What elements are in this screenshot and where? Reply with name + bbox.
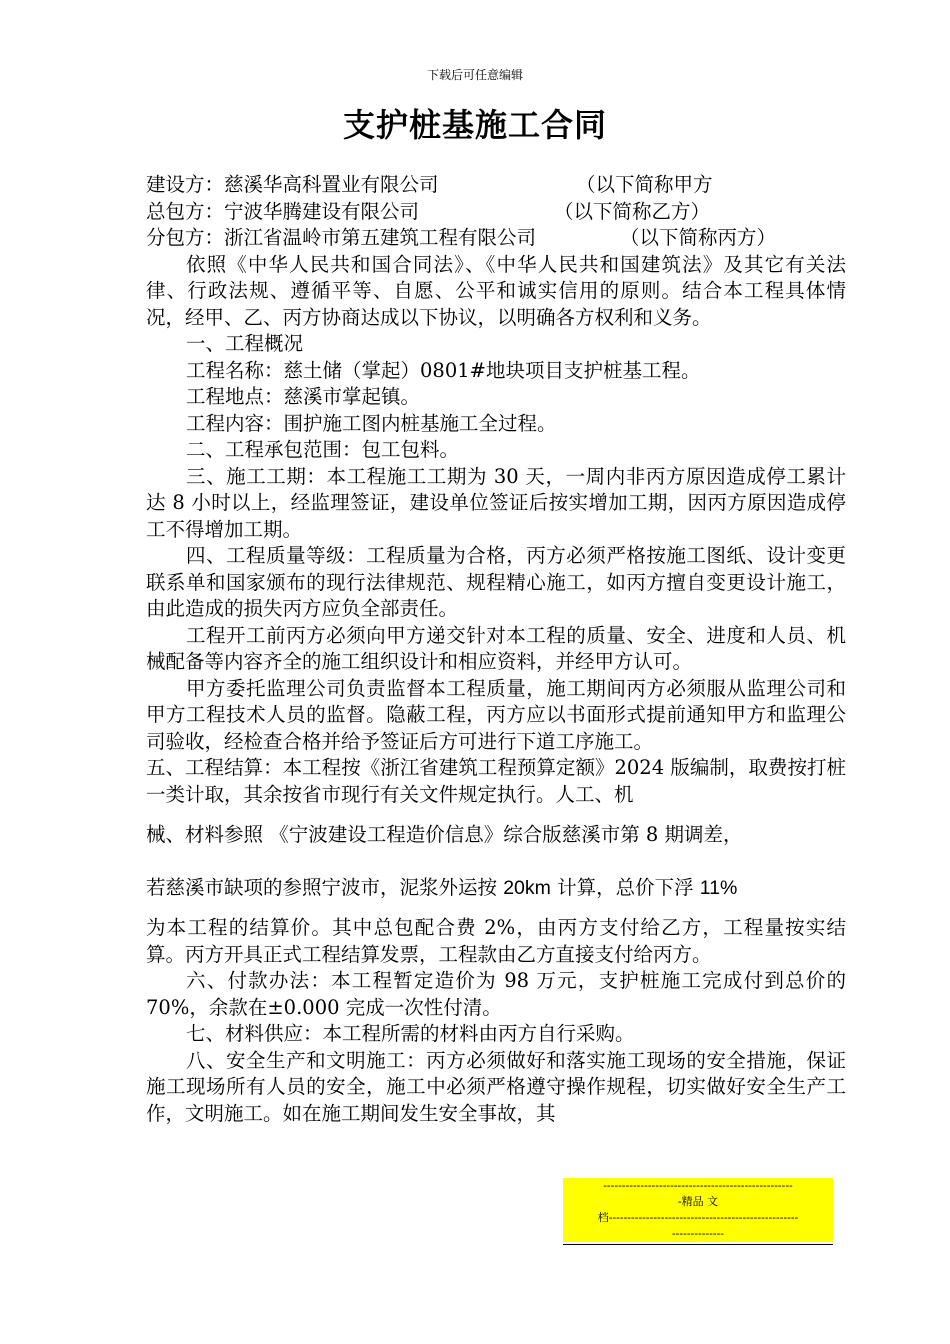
footer-rule xyxy=(563,1244,833,1245)
paragraph-organization-design: 工程开工前丙方必须向甲方递交针对本工程的质量、安全、进度和人员、机械配备等内容齐全的施工组织设计和相应资料，并经甲方认可。 xyxy=(146,623,846,673)
project-location: 工程地点：慈溪市掌起镇。 xyxy=(186,385,421,408)
paragraph-preamble: 依照《中华人民共和国合同法》、《中华人民共和国建筑法》及其它有关法律、行政法规、遵循平等、自愿、公平和诚实信用的原则。结合本工程具体情况，经甲、乙、丙方协商达成以下协议，以明确各方权利和义务。 xyxy=(146,252,846,329)
project-name: 工程名称：慈土储（掌起）0801#地块项目支护桩基工程。 xyxy=(186,358,701,382)
header-note: 下载后可任意编辑 xyxy=(426,68,523,82)
party-label: 分包方： xyxy=(146,226,225,249)
footer-line: -------------- xyxy=(671,1227,725,1240)
section-quality: 四、工程质量等级：工程质量为合格，丙方必须严格按施工图纸、设计变更联系单和国家颁布的现行法律规范、规程精心施工，如丙方擅自变更设计施工，由此造成的损失丙方应负全部责任。 xyxy=(146,544,846,620)
footer-watermark xyxy=(563,1178,833,1242)
section-payment: 六、付款办法：本工程暂定造价为 98 万元，支护桩施工完成付到总价的 70%，余款在±0.000 完成一次性付清。 xyxy=(146,969,846,1019)
party-client xyxy=(146,172,846,199)
section-heading-overview: 一、工程概况 xyxy=(186,332,304,355)
paragraph-settlement-transport: 若慈溪市缺项的参照宁波市，泥浆外运按 20km 计算，总价下浮 11% xyxy=(146,875,738,899)
footer-line: -精品 文 xyxy=(677,1195,719,1208)
party-alias: （以下简称乙方） xyxy=(554,199,711,223)
paragraph-settlement-cont: 械、材料参照 《宁波建设工程造价信息》综合版慈溪市第 8 期调差， xyxy=(146,823,743,846)
paragraph-supervision: 甲方委托监理公司负责监督本工程质量，施工期间丙方必须服从监理公司和甲方工程技术人员的监督。隐蔽工程，丙方应以书面形式提前通知甲方和监理公司验收，经检查合格并给予签证后方可进行下道工序施工。 xyxy=(146,676,846,753)
party-alias: （以下简称丙方） xyxy=(620,226,777,249)
footer-line: --------------------------------------------------- xyxy=(603,1179,793,1192)
section-safety: 八、安全生产和文明施工：丙方必须做好和落实施工现场的安全措施，保证施工现场所有人员的安全，施工中必须严格遵守操作规程，切实做好安全生产工作，文明施工。如在施工期间发生安全事故，其 xyxy=(146,1048,846,1125)
party-name: 慈溪华高科置业有限公司 xyxy=(224,173,439,196)
section-duration: 三、施工工期：本工程施工工期为 30 天，一周内非丙方原因造成停工累计达 8 小时以上，经监理签证，建设单位签证后按实增加工期，因丙方原因造成停工不得增加工期。 xyxy=(146,464,846,541)
party-general-contractor xyxy=(146,199,846,226)
party-alias: （以下简称甲方 xyxy=(576,173,713,196)
section-materials: 七、材料供应：本工程所需的材料由丙方自行采购。 xyxy=(186,1022,635,1045)
party-name: 浙江省温岭市第五建筑工程有限公司 xyxy=(224,226,537,249)
project-content: 工程内容：围护施工图内桩基施工全过程。 xyxy=(186,411,557,435)
party-label: 总包方： xyxy=(146,199,225,223)
contract-body xyxy=(146,172,846,1127)
section-settlement: 五、工程结算：本工程按《浙江省建筑工程预算定额》2024 版编制，取费按打桩一类计取，其余按省市现行有关文件规定执行。人工、机 xyxy=(146,756,846,806)
section-scope: 二、工程承包范围：包工包料。 xyxy=(186,438,460,461)
party-subcontractor xyxy=(146,225,846,252)
footer-line: 档--------------------------------------------------- xyxy=(597,1211,799,1224)
party-label: 建设方： xyxy=(146,173,225,196)
document-title: 支护桩基施工合同 xyxy=(342,106,607,144)
party-name: 宁波华腾建设有限公司 xyxy=(224,199,420,223)
paragraph-settlement-price: 为本工程的结算价。其中总包配合费 2%，由丙方支付给乙方，工程量按实结算。丙方开具正式工程结算发票，工程款由乙方直接支付给丙方。 xyxy=(146,916,846,966)
